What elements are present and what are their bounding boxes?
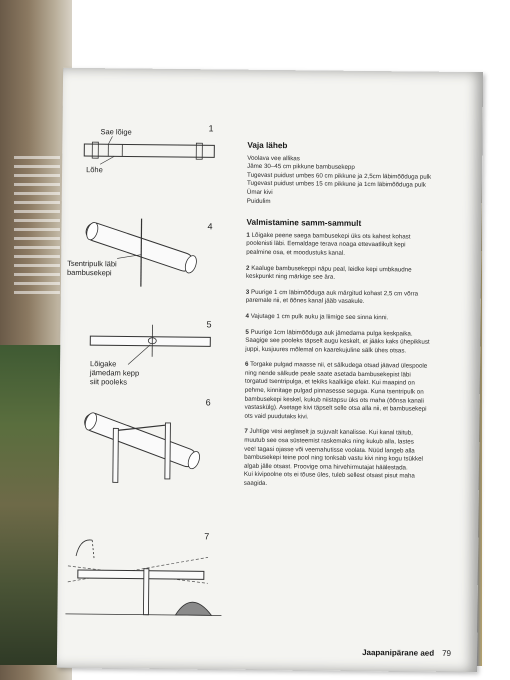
instruction-step-3 [246, 288, 468, 308]
page-number: 79 [442, 648, 452, 658]
step-text: Vajutage 1 cm pulk auku ja liimige see sinna kinni. [250, 312, 389, 322]
step-text: bambusekepi keskel, kukub niistapsu üks ots maha (õõnsa kanali [244, 395, 424, 405]
step-text: vastaskülg). Asetage kivi täpselt selle otsa alla nii, et bambusekepi [244, 403, 427, 413]
step-number: 3 [245, 288, 250, 296]
previous-page-text [14, 150, 60, 320]
step-text: Torgake pulgad maasse nii, et sälkudega otsad jäävad ülespoole [250, 361, 428, 370]
step-text: ots vaid puudutaks kivi. [244, 412, 309, 421]
illustration-step-5 [89, 318, 212, 387]
step-text: bambusekepi teine pool ning tonksab vastu kivi ning kogu tsükkel [244, 453, 423, 463]
material-item: Puidulim [246, 197, 271, 205]
step-6-number: 6 [205, 397, 211, 408]
text-column [244, 142, 470, 498]
material-item: Ümar kivi [246, 188, 273, 196]
material-item: Voolava vee allikas [247, 154, 300, 162]
step-text: paremale nii, et õõnes kanal jääb vasakule. [245, 297, 365, 306]
illustration-step-7 [65, 530, 222, 616]
illustration-step-4 [67, 218, 213, 288]
step-text: poolenisti läbi. Eemaldage terava noaga ettevaatlikult kepi [246, 240, 406, 249]
illustration-step-6 [82, 396, 211, 483]
step-text: vee! tagasi ojasse või veemahutisse voolata. Nüüd langeb alla [244, 445, 415, 455]
step-4-number: 4 [207, 221, 213, 232]
instruction-step-1 [246, 231, 468, 259]
label-pin-line2: bambusekepi [66, 267, 112, 278]
chapter-title: Jaapanipärane aed [362, 647, 435, 658]
step-text: muutub see osa süsteemist raskemaks ning kukub alla, lastes [244, 436, 414, 446]
material-item: Jäme 30–45 cm pikkune bambusekepp [247, 162, 355, 172]
step-text: juppi, kusjuures mõlemal on kaarekujuline sälk ühes otsas. [245, 345, 407, 355]
step-text: saagida. [243, 479, 268, 487]
instruction-step-4 [246, 313, 468, 324]
material-item: Tugevast puidust umbes 60 cm pikkune ja 2,5cm läbimõõduga pulk [247, 171, 432, 181]
step-text: keskpunkt ning märkige see ära. [245, 272, 336, 281]
label-cut-line3: siit pooleks [89, 377, 128, 387]
step-text: Kaaluge bambusekeppi näpu peal, leidke kepi umbkaudne [251, 264, 412, 274]
step-text: Kui kivipoolne ots ei tõuse üles, tuleb sellest otsast pisut maha [243, 471, 415, 480]
step-text: pehme, kinnitage pulgad pinnasesse seguga. Kuna tsentripulk on [244, 386, 424, 396]
step-number: 2 [246, 264, 250, 272]
materials-heading: Vaja läheb [247, 140, 288, 151]
step-text: pealmine osa, et moodustuks kanal. [246, 248, 345, 257]
instruction-step-7 [244, 428, 467, 490]
illustration-step-1 [84, 122, 215, 175]
step-1-number: 1 [208, 123, 214, 134]
step-5-number: 5 [206, 319, 212, 330]
step-text: Juhtige vesi aeglaselt ja sujuvalt kanalisse. Kui kanal täitub, [249, 428, 413, 437]
step-text: ning nende sälkude peale saate asetada bambusekepist läbi [244, 369, 411, 379]
step-number: 4 [245, 312, 250, 320]
material-item: Tugevast puidust umbes 15 cm pikkune ja 1cm läbimõõduga pulk [246, 180, 426, 189]
instruction-step-5 [245, 328, 467, 356]
label-cut-line1: Lõigake [90, 359, 117, 369]
step-text: algab jälle otsast. Proovige oma hirvehirmutajat häälestada. [243, 462, 408, 472]
label-split: Lõhe [86, 165, 103, 175]
step-number: 7 [244, 428, 248, 436]
step-text: Puurige 1 cm läbimõõduga auk märgitud kohast 2,5 cm võrra [250, 288, 419, 298]
materials-list [247, 154, 470, 208]
step-text: Puurige 1cm läbimõõduga auk jämedama pulga keskpaika. [250, 328, 413, 337]
step-7-number: 7 [204, 531, 210, 542]
step-text: Saagige see pooleks täpselt augu keskelt, et jääks kaks ühepikkust [245, 336, 430, 346]
label-saw-cut: Sae lõige [100, 127, 132, 137]
step-text: torgatud tsentripulga, et tekiks kaalkiige efekt. Kui maapind on [244, 378, 415, 387]
step-number: 6 [245, 361, 249, 369]
page-footer [362, 648, 451, 658]
step-number: 1 [246, 231, 250, 239]
instruction-step-6 [244, 361, 467, 423]
instructions-heading: Valmistamine samm-sammult [246, 217, 362, 229]
step-number: 5 [245, 328, 249, 336]
label-pin-line1: Tsentripulk läbi [67, 258, 117, 269]
label-cut-line2: jämedam kepp [89, 368, 140, 378]
step-text: Lõigake peene saega bambusekepi üks ots kahest kohast [251, 231, 411, 241]
book-page [57, 68, 483, 672]
instruction-step-2 [246, 264, 468, 284]
